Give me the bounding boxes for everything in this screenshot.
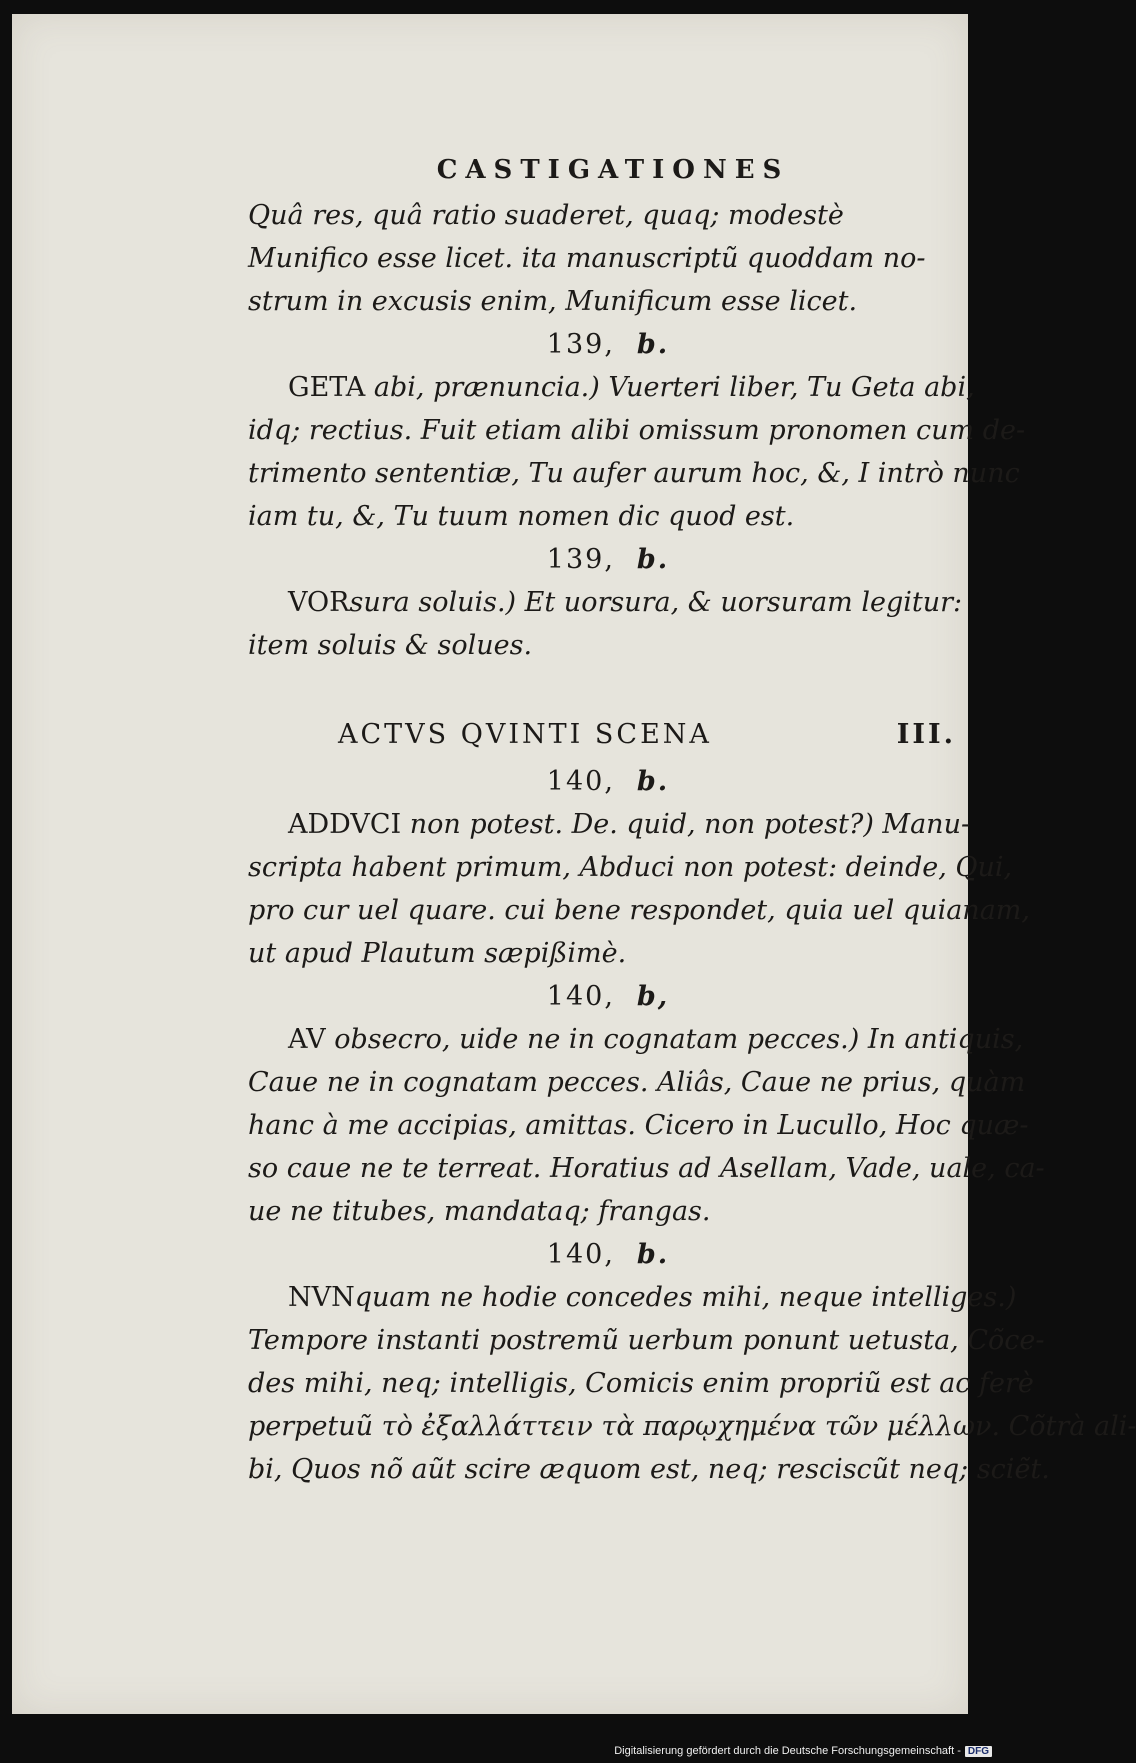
lemma: NVN <box>288 1282 355 1313</box>
text-line: so caue ne te terreat. Horatius ad Asellam, Vade, uale, ca- <box>248 1153 1045 1184</box>
text-line <box>248 803 971 846</box>
lemma-text: quam ne hodie concedes mihi, neque intelliges.) <box>354 1282 1017 1313</box>
text-line: perpetuũ τὸ ἐξαλλάττειν τὰ παρῳχημένα τῶν μέλλων. Cõtrà ali- <box>248 1411 1136 1442</box>
folio-reference <box>248 538 968 581</box>
folio-number: 140, <box>546 1239 615 1270</box>
text-line <box>248 1018 1024 1061</box>
folio-reference <box>248 760 968 803</box>
folio-reference <box>248 323 968 366</box>
lemma: ADDVCI <box>288 809 402 840</box>
folio-letter: b, <box>636 981 670 1012</box>
text-line: des mihi, neq; intelligis, Comicis enim propriũ est ac ferè <box>248 1368 1034 1399</box>
text-line: strum in excusis enim, Munificum esse licet. <box>248 286 858 317</box>
text-line: Quâ res, quâ ratio suaderet, quaq; modestè <box>248 200 844 231</box>
text-line: Munifico esse licet. ita manuscriptũ quoddam no- <box>248 243 926 274</box>
text-line: bi, Quos nõ aũt scire æquom est, neq; resciscũt neq; sciẽt. <box>248 1454 1050 1485</box>
folio-letter: b. <box>636 544 670 575</box>
text-line: scripta habent primum, Abduci non potest: deinde, Qui, <box>248 852 1013 883</box>
scene-heading <box>248 710 968 760</box>
lemma: AV <box>288 1024 326 1055</box>
folio-number: 139, <box>546 329 615 360</box>
text-line: ue ne titubes, mandataq; frangas. <box>248 1196 711 1227</box>
text-line: item soluis & solues. <box>248 630 533 661</box>
lemma: GETA <box>288 372 366 403</box>
scene-title: ACTVS QVINTI SCENA <box>338 719 712 750</box>
folio-reference <box>248 975 968 1018</box>
text-line: hanc à me accipias, amittas. Cicero in Lucullo, Hoc quæ- <box>248 1110 1029 1141</box>
text-line: idq; rectius. Fuit etiam alibi omissum pronomen cum de- <box>248 415 1026 446</box>
lemma-text: abi, prænuncia.) Vuerteri liber, Tu Geta abi, <box>373 372 975 403</box>
text-line <box>248 366 975 409</box>
text-line: iam tu, &, Tu tuum nomen dic quod est. <box>248 501 795 532</box>
folio-number: 140, <box>546 766 615 797</box>
lemma: VOR <box>288 587 350 618</box>
text-line: pro cur uel quare. cui bene respondet, quia uel quianam, <box>248 895 1030 926</box>
lemma-text: obsecro, uide ne in cognatam pecces.) In antiquis, <box>334 1024 1024 1055</box>
book-page <box>12 14 1136 1714</box>
folio-letter: b. <box>636 329 670 360</box>
digitization-credit <box>614 1745 992 1757</box>
lemma-text: sura soluis.) Et uorsura, & uorsuram legitur: <box>349 587 963 618</box>
folio-letter: b. <box>636 766 670 797</box>
page-text <box>248 149 1136 1491</box>
text-line: trimento sententiæ, Tu aufer aurum hoc, &, I intrò nunc <box>248 458 1020 489</box>
running-head: CASTIGATIONES <box>436 155 790 185</box>
blank-line <box>248 667 968 710</box>
text-line: Caue ne in cognatam pecces. Aliâs, Caue ne prius, quàm <box>248 1067 1026 1098</box>
text-line: Tempore instanti postremũ uerbum ponunt uetusta, Cõce- <box>248 1325 1045 1356</box>
credit-text: Digitalisierung gefördert durch die Deutsche Forschungsgemeinschaft - <box>614 1745 961 1757</box>
dfg-logo: DFG <box>965 1746 992 1757</box>
folio-letter: b. <box>636 1239 670 1270</box>
text-line <box>248 1276 1017 1319</box>
text-line: ut apud Plautum sæpißimè. <box>248 938 627 969</box>
lemma-text: non potest. De. quid, non potest?) Manu- <box>409 809 971 840</box>
scene-number: III. <box>896 719 956 750</box>
folio-number: 140, <box>546 981 615 1012</box>
folio-reference <box>248 1233 968 1276</box>
text-line <box>248 581 968 624</box>
folio-number: 139, <box>546 544 615 575</box>
